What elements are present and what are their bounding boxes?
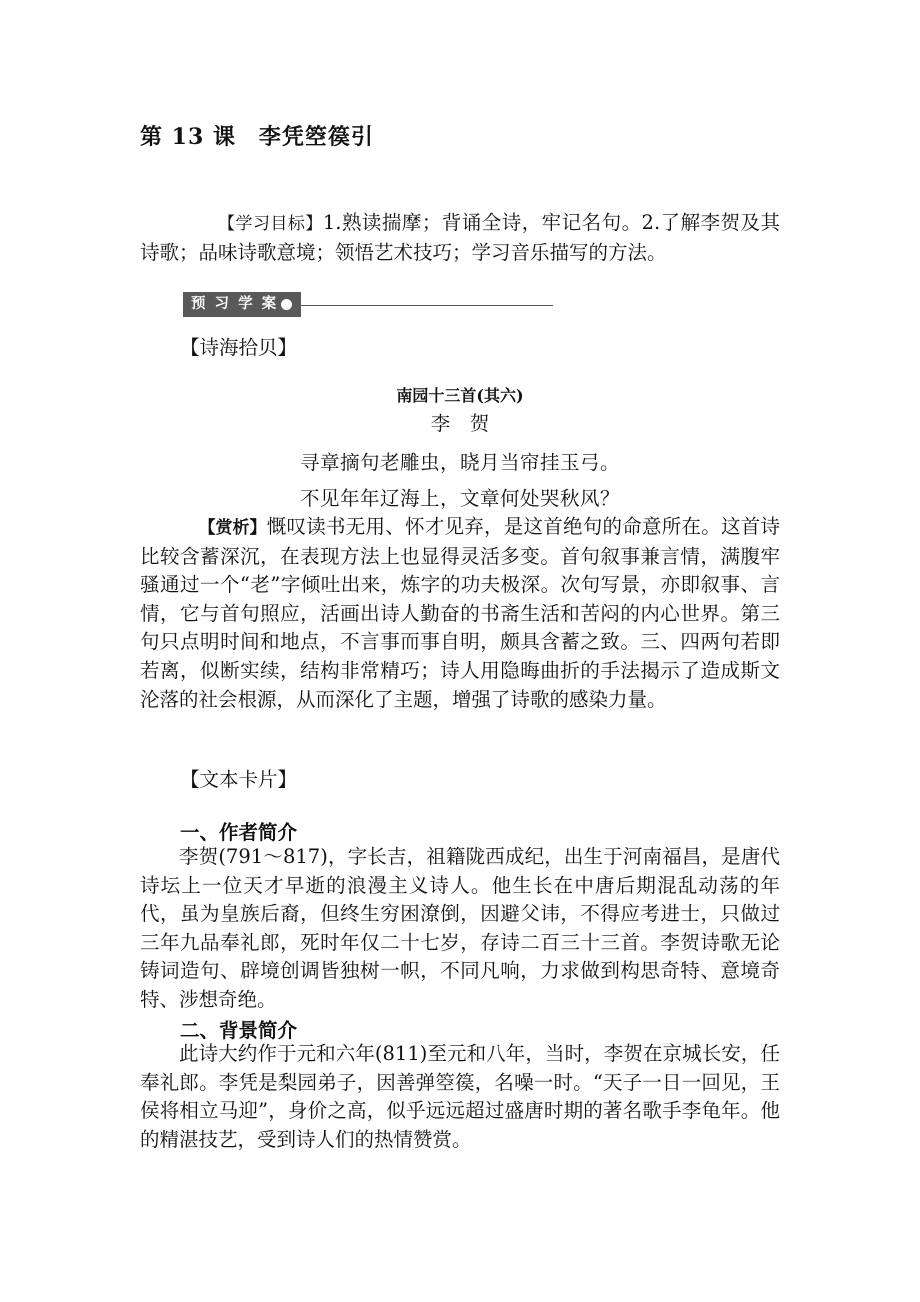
author-heading: 一、作者简介 — [180, 821, 298, 844]
appreciation-paragraph — [140, 513, 780, 714]
poem-section-label: 【诗海拾贝】 — [180, 336, 298, 359]
preview-banner — [183, 292, 553, 317]
banner-divider — [301, 305, 553, 306]
background-heading: 二、背景简介 — [180, 1019, 298, 1042]
background-intro: 此诗大约作于元和六年(811)至元和八年，当时，李贺在京城长安，任奉礼郎。李凭是梨园弟子，因善弹箜篌，名噪一时。“天子一日一回见，王侯将相立马迎”，身价之高，似乎远远超过盛唐时期的著名歌手李龟年。他的精湛技艺，受到诗人们的热情赞赏。 — [140, 1042, 780, 1151]
objectives-text: 1.熟读揣摩；背诵全诗，牢记名句。2.了解李贺及其诗歌；品味诗歌意境；领悟艺术技巧；学习音乐描写的方法。 — [140, 211, 781, 264]
poem-title: 南园十三首(其六) — [396, 386, 524, 405]
text-card-label: 【文本卡片】 — [180, 768, 298, 791]
objectives-label: 【学习目标】 — [218, 214, 323, 234]
learning-objectives — [140, 209, 780, 267]
poem-line-2: 不见年年辽海上，文章何处哭秋风？ — [299, 487, 620, 510]
preview-banner-label: 预 习 学 案 — [183, 292, 301, 317]
poem-line-1: 寻章摘句老雕虫，晓月当帘挂玉弓。 — [299, 451, 620, 474]
appreciation-text: 慨叹读书无用、怀才见弃，是这首绝句的命意所在。这首诗比较含蓄深沉，在表现方法上也显得灵活多变。首句叙事兼言情，满腹牢骚通过一个“老”字倾吐出来，炼字的功夫极深。次句写景，亦即叙事、言情，它与首句照应，活画出诗人勤奋的书斋生活和苦闷的内心世界。第三句只点明时间和地点，不言事而事自明，颇具含蓄之致。三、四两句若即若离，似断实续，结构非常精巧；诗人用隐晦曲折的手法揭示了造成斯文沦落的社会根源，从而深化了主题，增强了诗歌的感染力量。 — [140, 515, 780, 711]
lesson-title: 第 13 课 李凭箜篌引 — [140, 124, 374, 150]
appreciation-label: 【赏析】 — [198, 518, 267, 538]
poem-author: 李 贺 — [430, 412, 490, 435]
banner-dot-icon — [281, 299, 292, 310]
author-intro: 李贺(791～817)，字长吉，祖籍陇西成纪，出生于河南福昌，是唐代诗坛上一位天才早逝的浪漫主义诗人。他生长在中唐后期混乱动荡的年代，虽为皇族后裔，但终生穷困潦倒，因避父讳，不得应考进士，只做过三年九品奉礼郎，死时年仅二十七岁，存诗二百三十三首。李贺诗歌无论铸词造句、辟境创调皆独树一帜，不同凡响，力求做到构思奇特、意境奇特、涉想奇绝。 — [140, 845, 780, 1011]
